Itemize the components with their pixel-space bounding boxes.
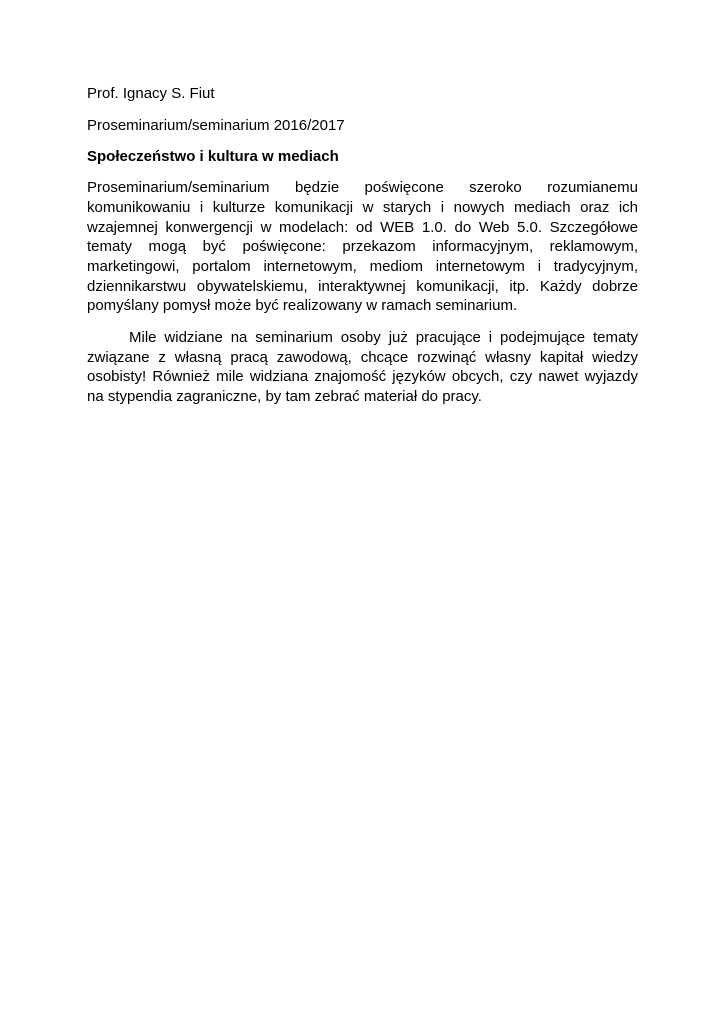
document-page: [87, 84, 638, 419]
course-line: Proseminarium/seminarium 2016/2017: [87, 116, 345, 134]
paragraph-description: Proseminarium/seminarium będzie poświęcone szeroko rozumianemu komunikowaniu i kulturze komunikacji w starych i nowych mediach oraz ich wzajemnej konwergencji w modelach: od WEB 1.0. do Web 5.0. Szczegółowe tematy mogą być poświęcone: przekazom informacyjnym, reklamowym, marketingowi, portalom internetowym, mediom internetowym i tradycyjnym, dziennikarstwu obywatelskiemu, interaktywnej komunikacji, itp. Każdy dobrze pomyślany pomysł może być realizowany w ramach seminarium.: [87, 179, 638, 315]
author-line: Prof. Ignacy S. Fiut: [87, 85, 215, 102]
document-title: Społeczeństwo i kultura w mediach: [87, 148, 339, 166]
paragraph-welcome: Mile widziane na seminarium osoby już pracujące i podejmujące tematy związane z własną pracą zawodową, chcące rozwinąć własny kapitał wiedzy osobisty! Również mile widziana znajomość języków obcych, czy nawet wyjazdy na stypendia zagraniczne, by tam zebrać materiał do pracy.: [87, 329, 638, 406]
